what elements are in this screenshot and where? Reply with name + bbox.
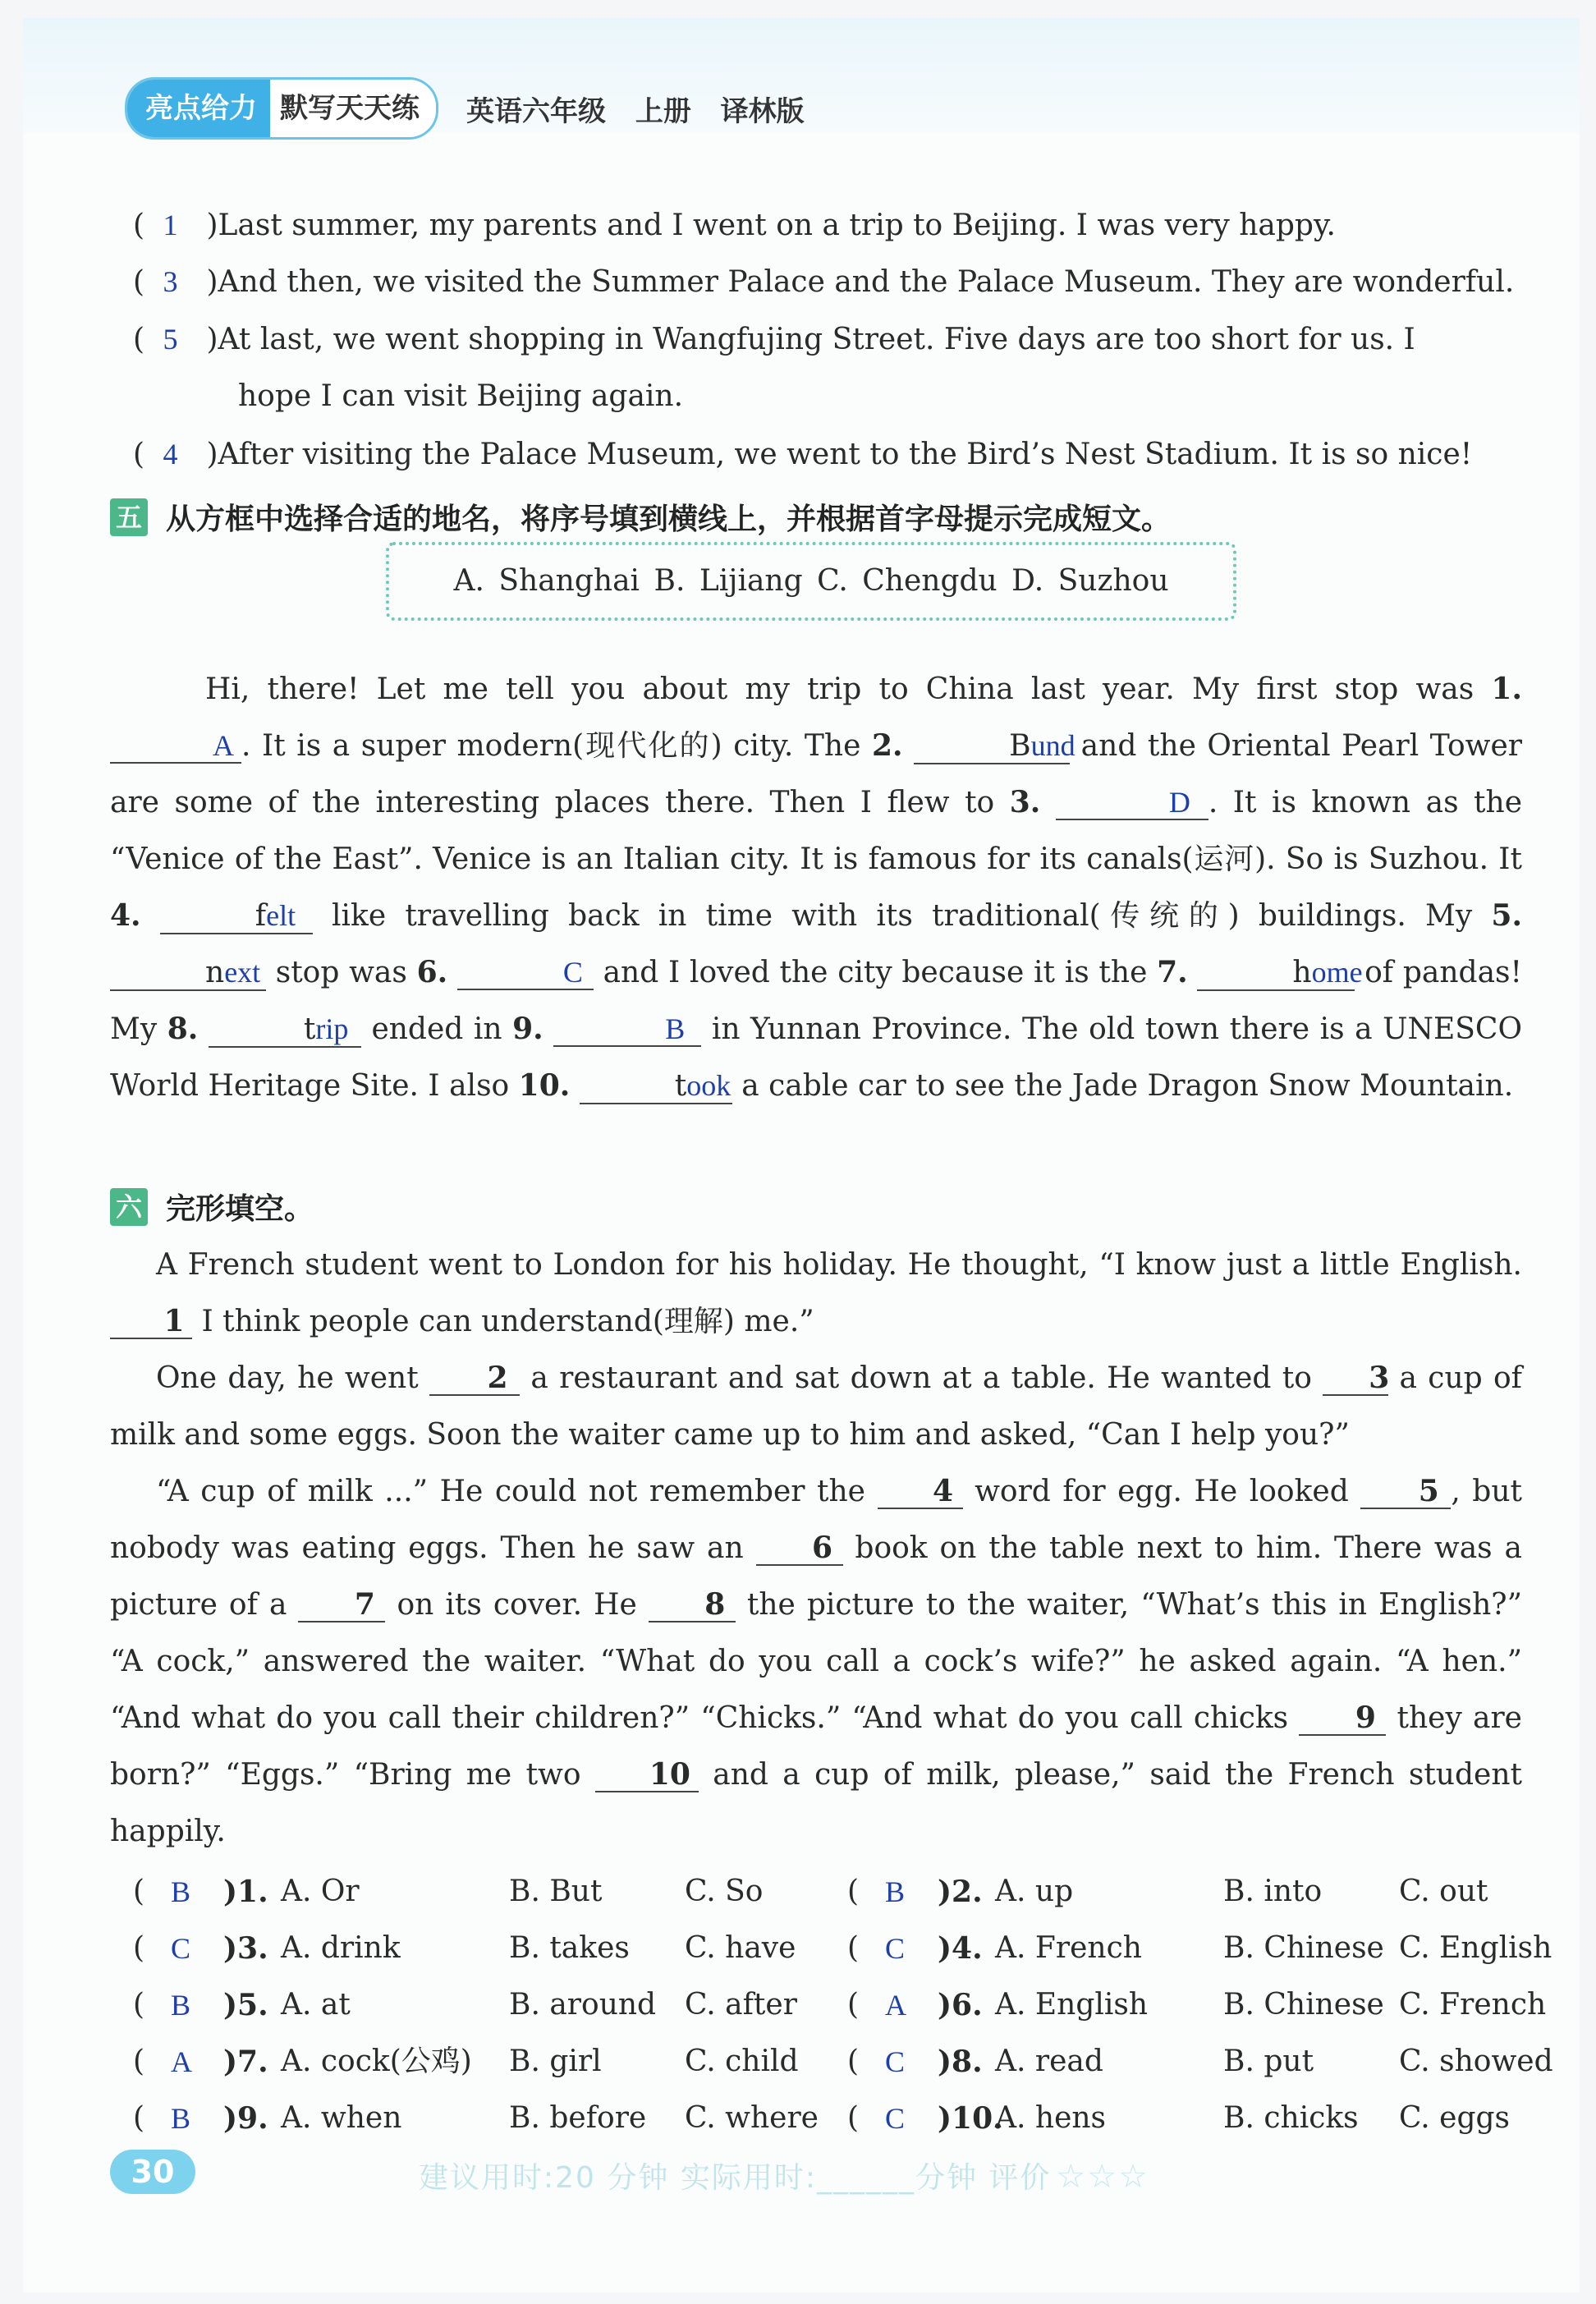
order-answer: 5 xyxy=(163,323,178,356)
page-number: 30 xyxy=(110,2150,195,2194)
blank-number: 10. xyxy=(518,1068,571,1103)
passage-text: stop was xyxy=(266,956,417,989)
passage-text: One day, he went xyxy=(156,1361,430,1395)
passage-text: word for egg. He looked xyxy=(962,1475,1361,1508)
hint-letter: f xyxy=(255,899,267,933)
answer-blank[interactable]: C xyxy=(457,956,594,990)
section-number: 五 xyxy=(110,498,148,536)
paren-open: ( xyxy=(133,2101,145,2135)
order-text: )After visiting the Palace Museum, we went to the Bird’s Nest Stadium. It is so nice! xyxy=(206,438,1473,471)
option-c[interactable]: C. So xyxy=(685,1875,764,1908)
blank-number: 5. xyxy=(1491,898,1522,933)
question-answer: C xyxy=(885,2102,906,2135)
hint-letter: t xyxy=(303,1012,316,1046)
passage-text: . It is a super modern(现代化的) city. The xyxy=(241,729,872,763)
option-c[interactable]: C. out xyxy=(1399,1875,1488,1908)
question-number: )9. xyxy=(223,2101,268,2136)
question-answer: B xyxy=(171,1989,191,2022)
time-suggestion xyxy=(419,2155,1149,2196)
order-text-cont: hope I can visit Beijing again. xyxy=(238,379,684,413)
paren-open: ( xyxy=(133,2045,145,2078)
cloze-blank[interactable]: 2 xyxy=(429,1361,520,1396)
passage-text: and the Oriental Pearl Tower are some of the interesting places there. Then I flew to xyxy=(110,729,1522,819)
passage-text: the picture to the waiter, “What’s this in English?” “A cock,” answered the waiter. “What do you call a cock’s wife?” he asked again. “A hen.” “And what do you call their children?” “Chicks.” “And what do you call chicks xyxy=(110,1588,1522,1735)
question-number: )8. xyxy=(938,2045,983,2079)
answer-text: und xyxy=(1030,729,1075,762)
footer-label: 建议用时:20 分钟 实际用时:______分钟 评价 xyxy=(419,2161,1052,2195)
hint-letter: t xyxy=(674,1069,687,1103)
option-a[interactable]: A. English xyxy=(995,1988,1149,2022)
order-text: )At last, we went shopping in Wangfujing Street. Five days are too short for us. I xyxy=(206,323,1415,356)
blank-number: 2. xyxy=(871,728,903,763)
blank-number: 4. xyxy=(110,898,141,933)
blank-number: 8. xyxy=(167,1012,199,1046)
question-number: )7. xyxy=(223,2045,268,2079)
cloze-blank[interactable]: 1 xyxy=(110,1305,192,1339)
passage-text: a cup of milk and some eggs. Soon the waiter came up to him and asked, “Can I help you?” xyxy=(110,1361,1523,1452)
answer-blank[interactable] xyxy=(209,1012,361,1048)
section-five-passage xyxy=(110,661,1522,1114)
paren-open: ( xyxy=(133,1875,145,1908)
passage-text: and a cup of milk, please,” said the French student happily. xyxy=(110,1758,1522,1848)
option-a[interactable]: A. Or xyxy=(281,1875,360,1908)
order-item: ( 3 )And then, we visited the Summer Palace and the Palace Museum. They are wonderful. xyxy=(133,262,1514,302)
brand-right: 默写天天练 xyxy=(270,80,436,137)
option-b[interactable]: B. Chinese xyxy=(1223,1931,1384,1965)
cloze-blank[interactable]: 9 xyxy=(1299,1701,1386,1736)
option-a[interactable]: A. when xyxy=(281,2101,402,2135)
passage-text: “A cup of milk ...” He could not remember the xyxy=(156,1475,878,1508)
answer-text: rip xyxy=(315,1012,349,1045)
option-b[interactable]: B. into xyxy=(1223,1875,1323,1908)
cloze-blank[interactable]: 7 xyxy=(298,1588,385,1622)
section-six-heading xyxy=(110,1186,314,1228)
option-a[interactable]: A. cock(公鸡) xyxy=(281,2045,472,2078)
answer-blank[interactable]: B xyxy=(553,1012,701,1047)
passage-text: a cable car to see the Jade Dragon Snow Mountain. xyxy=(732,1069,1514,1103)
hint-letter: h xyxy=(1292,956,1312,989)
answer-text: elt xyxy=(266,899,296,932)
option-b[interactable]: B. around xyxy=(509,1988,657,2022)
cloze-blank[interactable]: 6 xyxy=(756,1531,843,1566)
cloze-blank[interactable]: 10 xyxy=(595,1758,699,1792)
option-c[interactable]: C. child xyxy=(685,2045,799,2078)
passage-text: and I loved the city because it is the xyxy=(593,956,1158,989)
option-b[interactable]: B. girl xyxy=(509,2045,602,2078)
cloze-blank[interactable]: 3 xyxy=(1323,1361,1388,1396)
passage-text: ended in xyxy=(360,1012,513,1046)
passage-text: book on the table next to him. There was a picture of a xyxy=(110,1531,1522,1622)
option-a[interactable]: A. hens xyxy=(995,2101,1107,2135)
option-a[interactable]: A. up xyxy=(995,1875,1074,1908)
passage-text: I think people can understand(理解) me.” xyxy=(192,1305,814,1338)
option-c[interactable]: C. French xyxy=(1399,1988,1547,2022)
order-item: ( 5 )At last, we went shopping in Wangfujing Street. Five days are too short for us. I xyxy=(133,319,1415,360)
answer-blank[interactable]: A xyxy=(110,729,241,764)
paren-open: ( xyxy=(133,1931,145,1965)
answer-blank[interactable] xyxy=(580,1069,732,1104)
paren-open: ( xyxy=(847,2101,860,2135)
question-number: )10. xyxy=(938,2101,1003,2136)
paren-open: ( xyxy=(847,2045,860,2078)
option-a[interactable]: A. at xyxy=(281,1988,351,2022)
brand-left: 亮点给力 xyxy=(127,80,270,137)
passage-text: like travelling back in time with its traditional(传统的) buildings. My xyxy=(312,899,1492,933)
option-b[interactable]: B. Chinese xyxy=(1223,1988,1384,2022)
question-answer: A xyxy=(885,1989,906,2022)
passage-text: of pandas! My xyxy=(110,956,1522,1046)
option-b[interactable]: B. before xyxy=(509,2101,647,2135)
option-c[interactable]: C. showed xyxy=(1399,2045,1553,2078)
answer-blank[interactable] xyxy=(110,956,266,991)
option-c[interactable]: C. have xyxy=(685,1931,796,1965)
passage-text: a restaurant and sat down at a table. He wanted to xyxy=(520,1361,1323,1395)
question-answer: B xyxy=(171,1875,191,1908)
question-answer: C xyxy=(885,2045,906,2078)
question-number: )4. xyxy=(938,1931,983,1966)
option-c[interactable]: C. eggs xyxy=(1399,2101,1511,2135)
answer-blank[interactable]: D xyxy=(1056,786,1208,820)
option-b[interactable]: B. takes xyxy=(509,1931,630,1965)
book-title: 英语六年级 上册 译林版 xyxy=(466,95,805,128)
hint-letter: B xyxy=(1009,729,1031,763)
passage-text: . It is known as the “Venice of the East”. Venice is an Italian city. It is famous for its canals(运河). So is Suzhou. It xyxy=(110,786,1523,876)
order-item: ( 4 )After visiting the Palace Museum, we went to the Bird’s Nest Stadium. It is so nice! xyxy=(133,434,1472,475)
section-five-heading xyxy=(110,496,1171,538)
question-answer: B xyxy=(885,1875,906,1908)
option-c[interactable]: C. after xyxy=(685,1988,797,2022)
section-title: 从方框中选择合适的地名，将序号填到横线上，并根据首字母提示完成短文。 xyxy=(166,503,1172,536)
option-c[interactable]: C. where xyxy=(685,2101,819,2135)
passage-text: in Yunnan Province. The old town there is a UNESCO World Heritage Site. I also xyxy=(110,1012,1522,1103)
option-b[interactable]: B. But xyxy=(509,1875,603,1908)
question-answer: C xyxy=(885,1932,906,1965)
blank-number: 7. xyxy=(1157,955,1188,989)
option-b[interactable]: B. put xyxy=(1223,2045,1314,2078)
option-b[interactable]: B. chicks xyxy=(1223,2101,1359,2135)
question-number: )2. xyxy=(938,1875,983,1909)
hint-letter: n xyxy=(205,956,225,989)
passage-text: they are born?” “Eggs.” “Bring me two xyxy=(110,1701,1522,1792)
cloze-paragraph-3 xyxy=(110,1463,1522,1860)
cloze-blank[interactable]: 8 xyxy=(649,1588,736,1622)
cloze-blank[interactable]: 5 xyxy=(1360,1475,1451,1509)
question-answer: A xyxy=(171,2045,192,2078)
cloze-blank[interactable]: 4 xyxy=(878,1475,963,1509)
passage-text: Hi, there! Let me tell you about my trip to China last year. My first stop was xyxy=(205,672,1492,706)
blank-number: 6. xyxy=(416,955,448,989)
question-answer: C xyxy=(171,1932,191,1965)
answer-blank[interactable] xyxy=(914,729,1075,764)
rating-star-icons[interactable]: ☆☆☆ xyxy=(1056,2158,1149,2196)
option-c[interactable]: C. English xyxy=(1399,1931,1552,1965)
place-options-box: A. Shanghai B. Lijiang C. Chengdu D. Suzhou xyxy=(386,542,1236,621)
cloze-paragraph-1 xyxy=(110,1237,1522,1350)
order-answer: 1 xyxy=(163,209,178,241)
passage-text: on its cover. He xyxy=(385,1588,649,1622)
question-number: )6. xyxy=(938,1988,983,2022)
passage-text: A French student went to London for his holiday. He thought, “I know just a little English. xyxy=(156,1248,1522,1282)
page-header xyxy=(23,18,1580,133)
order-text: )Last summer, my parents and I went on a trip to Beijing. I was very happy. xyxy=(206,209,1336,242)
section-title: 完形填空。 xyxy=(166,1192,314,1226)
question-number: )5. xyxy=(223,1988,268,2022)
cloze-paragraph-2 xyxy=(110,1350,1522,1463)
paren-open: ( xyxy=(847,1875,860,1908)
paren-open: ( xyxy=(847,1988,860,2022)
question-number: )1. xyxy=(223,1875,268,1909)
order-answer: 3 xyxy=(163,265,178,298)
order-text: )And then, we visited the Summer Palace and the Palace Museum. They are wonderful. xyxy=(206,265,1515,299)
option-a[interactable]: A. French xyxy=(995,1931,1142,1965)
answer-text: ext xyxy=(224,956,261,989)
blank-number: 9. xyxy=(512,1012,543,1046)
blank-number: 1. xyxy=(1491,672,1522,706)
order-item: ( 1 )Last summer, my parents and I went on a trip to Beijing. I was very happy. xyxy=(133,205,1336,246)
order-answer: 4 xyxy=(163,438,178,470)
answer-blank[interactable] xyxy=(160,899,313,934)
section-number: 六 xyxy=(110,1188,148,1226)
option-a[interactable]: A. drink xyxy=(281,1931,401,1965)
question-number: )3. xyxy=(223,1931,268,1966)
paren-open: ( xyxy=(133,1988,145,2022)
option-a[interactable]: A. read xyxy=(995,2045,1103,2078)
brand-badge xyxy=(125,77,438,140)
question-answer: B xyxy=(171,2102,191,2135)
passage-text: , but nobody was eating eggs. Then he saw an xyxy=(110,1475,1522,1565)
blank-number: 3. xyxy=(1009,785,1041,819)
answer-text: ome xyxy=(1311,956,1363,989)
answer-text: ook xyxy=(686,1069,732,1102)
answer-blank[interactable] xyxy=(1197,956,1363,991)
paren-open: ( xyxy=(847,1931,860,1965)
